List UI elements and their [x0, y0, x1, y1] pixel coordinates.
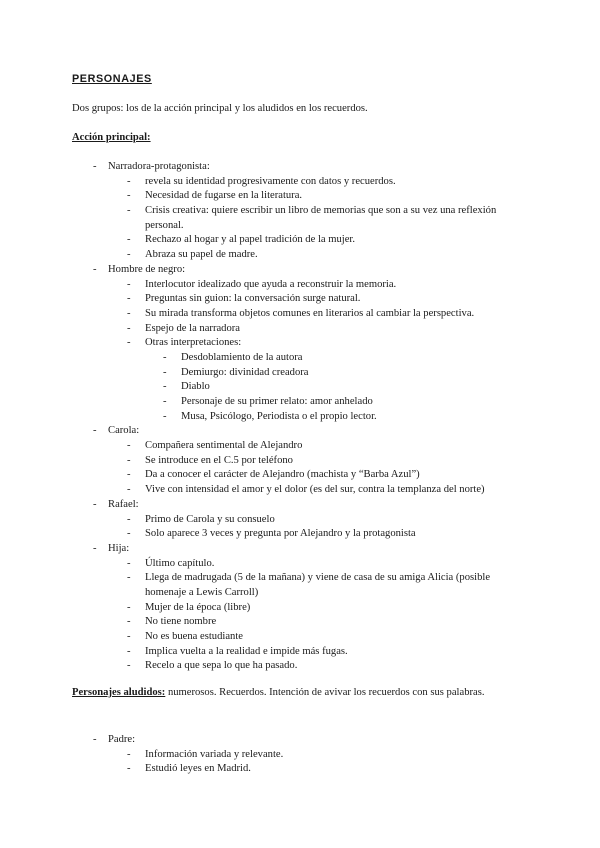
bullet-dash: -: [127, 454, 131, 466]
bullet-dash: -: [127, 601, 131, 613]
bullet-dash: -: [127, 469, 131, 481]
item-text: No tiene nombre: [145, 616, 217, 628]
item-text: Su mirada transforma objetos comunes en literarios al cambiar la perspectiva.: [145, 307, 475, 319]
list-item: [0, 292, 600, 307]
list-item: [0, 748, 600, 763]
aludidos-list: [0, 733, 600, 777]
bullet-dash: -: [127, 748, 131, 760]
group-name-padre: Padre:: [108, 734, 136, 745]
list-item: [0, 659, 600, 674]
list-item: [0, 454, 600, 469]
list-item: [0, 498, 600, 513]
bullet-dash: -: [127, 175, 131, 187]
list-item: [0, 322, 600, 337]
list-item: [0, 160, 600, 175]
bullet-dash: -: [127, 572, 131, 584]
item-text: Implica vuelta a la realidad e impide más fugas.: [145, 645, 348, 657]
bullet-dash: -: [127, 293, 131, 305]
list-item: [0, 189, 600, 204]
subitem-text: Demiurgo: divinidad creadora: [181, 366, 309, 378]
list-item: [0, 601, 600, 616]
list-item: [0, 527, 600, 542]
item-text: Solo aparece 3 veces y pregunta por Alejandro y la protagonista: [145, 528, 416, 540]
bullet-dash: -: [127, 513, 131, 525]
item-text: Compañera sentimental de Alejandro: [145, 440, 303, 452]
aludidos-label: Personajes aludidos:: [72, 687, 166, 698]
bullet-dash: -: [127, 645, 131, 657]
item-text: Recelo a que sepa lo que ha pasado.: [145, 660, 298, 672]
item-text: Interlocutor idealizado que ayuda a reconstruir la memoria.: [145, 278, 397, 290]
item-text: Mujer de la época (libre): [145, 601, 251, 613]
bullet-dash: -: [127, 528, 131, 540]
intro-paragraph: Dos grupos: los de la acción principal y los aludidos en los recuerdos.: [72, 103, 368, 114]
list-item: [0, 380, 600, 395]
bullet-dash: -: [127, 616, 131, 628]
list-item: [0, 366, 600, 381]
list-item: [0, 336, 600, 351]
bullet-dash: -: [127, 307, 131, 319]
bullet-dash: -: [127, 205, 131, 217]
group-name-hija: Hija:: [108, 542, 130, 554]
list-item: [0, 645, 600, 660]
item-text: Necesidad de fugarse en la literatura.: [145, 190, 303, 202]
bullet-dash: -: [127, 278, 131, 290]
subitem-text: Desdoblamiento de la autora: [181, 351, 303, 363]
list-item: [0, 615, 600, 630]
bullet-dash: -: [127, 440, 131, 452]
list-item: [0, 233, 600, 248]
list-item: [0, 278, 600, 293]
item-text: Último capítulo.: [145, 557, 215, 569]
accion-principal-list: [0, 160, 600, 674]
list-item: [0, 410, 600, 425]
list-item: [0, 307, 600, 322]
bullet-dash: -: [93, 263, 97, 275]
group-name-carola: Carola:: [108, 425, 140, 437]
list-item: [0, 762, 600, 777]
list-item: [0, 483, 600, 498]
aludidos-text: numerosos. Recuerdos. Intención de avivar los recuerdos con sus palabras.: [165, 687, 485, 698]
list-item: [0, 248, 600, 263]
list-item: [0, 630, 600, 645]
bullet-dash: -: [163, 351, 167, 363]
list-item: [0, 513, 600, 528]
bullet-dash: -: [127, 763, 131, 775]
list-item: [0, 571, 600, 600]
item-text: Información variada y relevante.: [145, 748, 284, 760]
bullet-dash: -: [127, 234, 131, 246]
page-title: PERSONAJES: [72, 73, 152, 85]
bullet-dash: -: [127, 484, 131, 496]
item-text: No es buena estudiante: [145, 631, 243, 643]
list-item: [0, 395, 600, 410]
list-item: [0, 468, 600, 483]
list-item: [0, 263, 600, 278]
group-name-narradora: Narradora-protagonista:: [108, 161, 210, 172]
item-text: Se introduce en el C.5 por teléfono: [145, 454, 293, 466]
section-heading-accion: Acción principal:: [72, 132, 151, 143]
list-item: [0, 204, 600, 233]
subitem-text: Personaje de su primer relato: amor anhelado: [181, 396, 373, 408]
item-text: Abraza su papel de madre.: [145, 249, 258, 261]
item-text: Primo de Carola y su consuelo: [145, 513, 275, 525]
bullet-dash: -: [163, 366, 167, 378]
aludidos-paragraph: [72, 686, 485, 701]
list-item: [0, 351, 600, 366]
list-item: [0, 175, 600, 190]
bullet-dash: -: [93, 498, 97, 510]
bullet-dash: -: [127, 557, 131, 569]
subitem-text: Musa, Psicólogo, Periodista o el propio lector.: [181, 410, 377, 422]
item-text: Otras interpretaciones:: [145, 337, 242, 349]
bullet-dash: -: [93, 734, 97, 745]
bullet-dash: -: [127, 190, 131, 202]
item-text: Estudió leyes en Madrid.: [145, 763, 251, 775]
bullet-dash: -: [93, 161, 97, 172]
bullet-dash: -: [127, 660, 131, 672]
item-text: Preguntas sin guion: la conversación surge natural.: [145, 293, 361, 305]
bullet-dash: -: [93, 542, 97, 554]
bullet-dash: -: [127, 322, 131, 334]
bullet-dash: -: [163, 410, 167, 422]
item-text: Llega de madrugada (5 de la mañana) y viene de casa de su amiga Alicia (posible homenaje a Lewis Carroll): [145, 572, 491, 598]
list-item: [0, 439, 600, 454]
bullet-dash: -: [93, 425, 97, 437]
bullet-dash: -: [163, 396, 167, 408]
list-item: [0, 542, 600, 557]
bullet-dash: -: [127, 337, 131, 349]
item-text: Espejo de la narradora: [145, 322, 241, 334]
item-text: Crisis creativa: quiere escribir un libro de memorias que son a su vez una reflexión personal.: [145, 205, 497, 231]
subitem-text: Diablo: [181, 381, 210, 393]
item-text: Da a conocer el carácter de Alejandro (machista y “Barba Azul”): [145, 469, 420, 481]
item-text: Rechazo al hogar y al papel tradición de la mujer.: [145, 234, 356, 246]
group-name-hombre: Hombre de negro:: [108, 263, 186, 275]
bullet-dash: -: [127, 249, 131, 261]
bullet-dash: -: [163, 381, 167, 393]
list-item: [0, 733, 600, 748]
bullet-dash: -: [127, 631, 131, 643]
item-text: Vive con intensidad el amor y el dolor (es del sur, contra la templanza del norte): [145, 484, 485, 496]
group-name-rafael: Rafael:: [108, 498, 139, 510]
list-item: [0, 557, 600, 572]
item-text: revela su identidad progresivamente con datos y recuerdos.: [145, 175, 396, 187]
list-item: [0, 424, 600, 439]
